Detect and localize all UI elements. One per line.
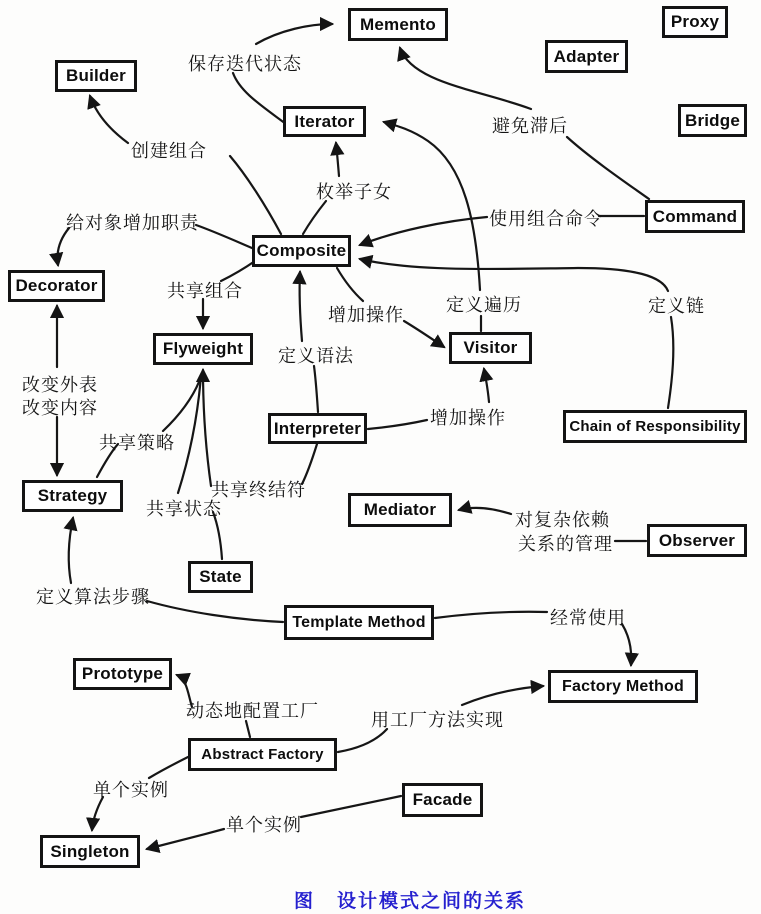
edge-label-complex-dependency-line1: 对复杂依赖 bbox=[515, 510, 610, 531]
node-template-method: Template Method bbox=[284, 605, 434, 640]
edge-state-flyweight bbox=[178, 376, 222, 559]
edge-label-share-strategies: 共享策略 bbox=[99, 433, 175, 454]
node-observer: Observer bbox=[647, 524, 747, 557]
node-adapter: Adapter bbox=[545, 40, 628, 73]
node-visitor: Visitor bbox=[449, 332, 532, 364]
node-command: Command bbox=[645, 200, 745, 233]
node-flyweight: Flyweight bbox=[153, 333, 253, 365]
edge-label-change-guts: 改变内容 bbox=[22, 398, 98, 419]
node-factory-method: Factory Method bbox=[548, 670, 698, 703]
node-mediator: Mediator bbox=[348, 493, 452, 527]
edge-label-define-traversal: 定义遍历 bbox=[446, 295, 522, 316]
node-state: State bbox=[188, 561, 253, 593]
edge-label-define-grammar: 定义语法 bbox=[278, 346, 354, 367]
edge-label-define-chain: 定义链 bbox=[648, 296, 705, 317]
edge-label-add-operations-interpreter: 增加操作 bbox=[430, 408, 506, 429]
figure-caption-title: 设计模式之间的关系 bbox=[337, 891, 527, 912]
edge-label-use-composite-command: 使用组合命令 bbox=[489, 209, 603, 230]
edge-label-implement-with-factory-method: 用工厂方法实现 bbox=[371, 710, 504, 731]
node-iterator: Iterator bbox=[283, 106, 366, 137]
edge-label-add-operations-composite: 增加操作 bbox=[328, 305, 404, 326]
edge-label-create-composites: 创建组合 bbox=[131, 141, 207, 162]
node-chain-of-responsibility: Chain of Responsibility bbox=[563, 410, 747, 443]
edge-label-share-composites: 共享组合 bbox=[167, 281, 243, 302]
edge-label-share-states: 共享状态 bbox=[146, 499, 222, 520]
edge-label-configure-factory-dynamically: 动态地配置工厂 bbox=[186, 701, 319, 722]
node-proxy: Proxy bbox=[662, 6, 728, 38]
node-builder: Builder bbox=[55, 60, 137, 92]
edge-label-complex-dependency-line2: 关系的管理 bbox=[518, 534, 613, 555]
edge-label-save-iteration-state: 保存迭代状态 bbox=[188, 54, 302, 75]
node-singleton: Singleton bbox=[40, 835, 140, 868]
edge-label-change-skin: 改变外表 bbox=[22, 375, 98, 396]
node-memento: Memento bbox=[348, 8, 448, 41]
edge-label-add-responsibilities: 给对象增加职责 bbox=[66, 213, 199, 234]
figure-caption bbox=[294, 886, 526, 913]
edge-label-enumerate-children: 枚举子女 bbox=[316, 182, 392, 203]
node-strategy: Strategy bbox=[22, 480, 123, 512]
edge-label-single-instance-af: 单个实例 bbox=[93, 780, 169, 801]
figure-caption-prefix: 图 bbox=[294, 891, 316, 912]
node-prototype: Prototype bbox=[73, 658, 172, 690]
edge-label-define-algorithm-steps: 定义算法步骤 bbox=[36, 587, 150, 608]
node-composite: Composite bbox=[252, 235, 351, 267]
edge-label-single-instance-facade: 单个实例 bbox=[226, 815, 302, 836]
node-abstract-factory: Abstract Factory bbox=[188, 738, 337, 771]
edge-label-share-terminals: 共享终结符 bbox=[211, 480, 306, 501]
node-bridge: Bridge bbox=[678, 104, 747, 137]
node-facade: Facade bbox=[402, 783, 483, 817]
node-interpreter: Interpreter bbox=[268, 413, 367, 444]
node-decorator: Decorator bbox=[8, 270, 105, 302]
edge-label-often-uses: 经常使用 bbox=[550, 608, 626, 629]
edge-label-avoid-hysteresis: 避免滞后 bbox=[492, 116, 568, 137]
